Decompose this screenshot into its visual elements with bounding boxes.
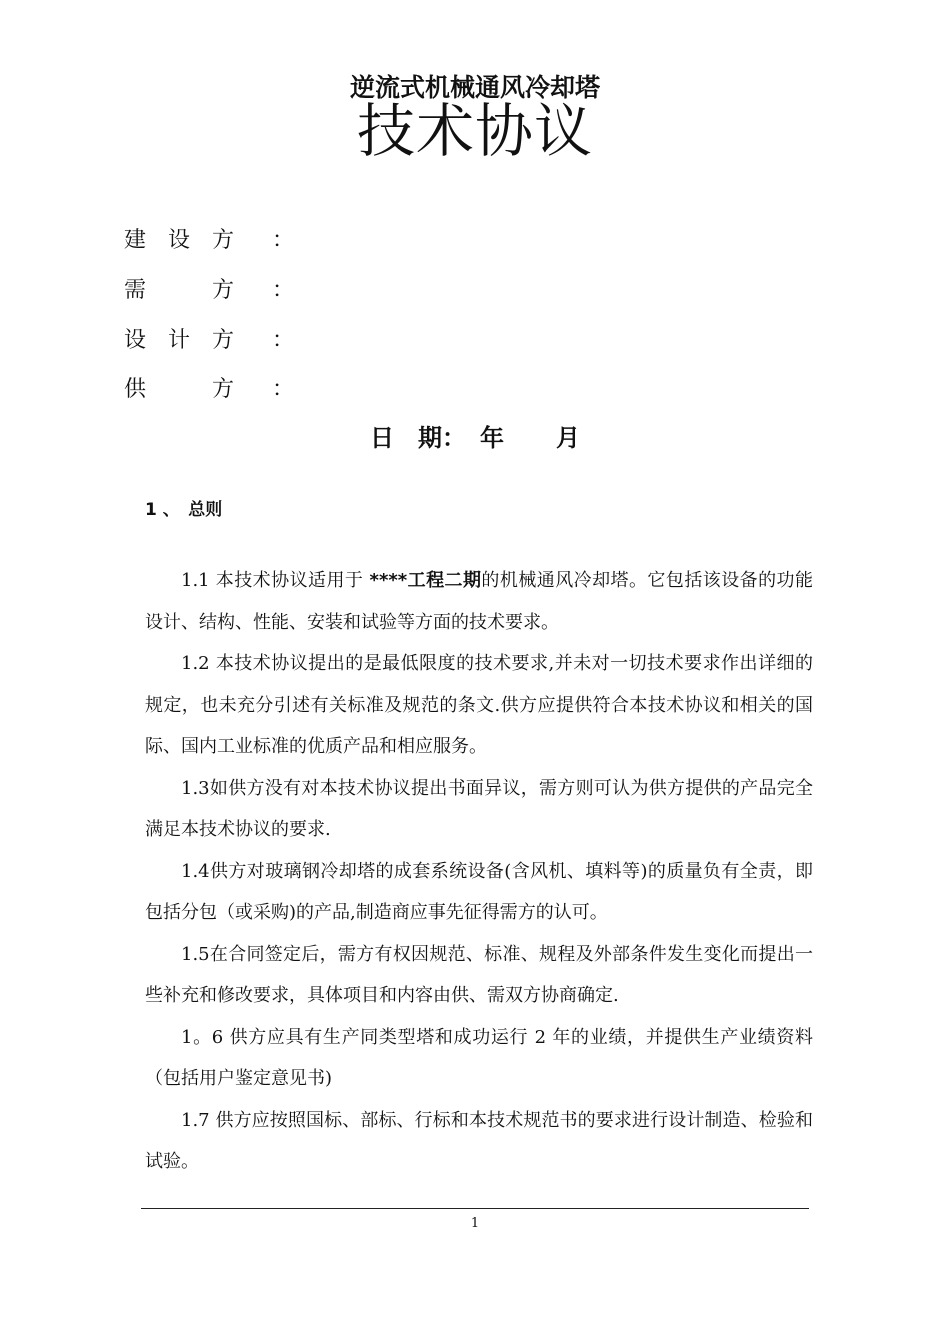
paragraph-1-2: 1.2 本技术协议提出的是最低限度的技术要求,并未对一切技术要求作出详细的规定，也未充分引述有关标准及规范的条文.供方应提供符合本技术协议和相关的国际、国内工业标准的优质产品和相应服务。 bbox=[145, 653, 813, 757]
page-number: 1 bbox=[470, 1216, 480, 1231]
section-heading: 1 、 总则 bbox=[145, 500, 223, 520]
party-colon: ： bbox=[272, 278, 295, 303]
paragraph-1-4: 1.4供方对玻璃钢冷却塔的成套系统设备(含风机、填料等)的质量负有全责，即包括分包（或采购)的产品,制造商应事先征得需方的认可。 bbox=[145, 860, 813, 923]
date-year: 年 bbox=[480, 424, 504, 452]
paragraph-text: 的机械通风冷却塔。它包括该设备的功能设计、结构、性能、安装和试验等方面的技术要求。 bbox=[145, 570, 813, 633]
document-title: 技术协议 bbox=[356, 97, 593, 165]
paragraph-1-3: 1.3如供方没有对本技术协议提出书面异议，需方则可认为供方提供的产品完全满足本技术协议的要求. bbox=[145, 777, 813, 840]
document-subtitle: 逆流式机械通风冷却塔 bbox=[349, 73, 600, 102]
party-label: 需 方 bbox=[124, 278, 235, 303]
party-label: 建 设 方 bbox=[124, 228, 235, 253]
party-colon: ： bbox=[272, 228, 295, 253]
paragraph-text: 1.1 本技术协议适用于 bbox=[181, 570, 370, 591]
paragraph-1-7: 1.7 供方应按照国标、部标、行标和本技术规范书的要求进行设计制造、检验和试验。 bbox=[145, 1109, 813, 1172]
date-label: 日 期： bbox=[370, 424, 466, 452]
date-month: 月 bbox=[556, 424, 580, 452]
party-colon: ： bbox=[272, 377, 295, 402]
party-colon: ： bbox=[272, 328, 295, 353]
party-label: 设 计 方 bbox=[124, 328, 235, 353]
project-name: ****工程二期 bbox=[369, 570, 482, 591]
section-body bbox=[145, 560, 813, 1183]
paragraph-1-5: 1.5在合同签定后，需方有权因规范、标准、规程及外部条件发生变化而提出一些补充和修改要求，具体项目和内容由供、需双方协商确定. bbox=[145, 943, 813, 1006]
paragraph-1-6: 1。6 供方应具有生产同类型塔和成功运行 2 年的业绩，并提供生产业绩资料（包括用户鉴定意见书) bbox=[145, 1026, 813, 1089]
footer-divider bbox=[141, 1208, 809, 1209]
party-label: 供 方 bbox=[124, 377, 235, 402]
paragraph-1-1 bbox=[145, 560, 813, 643]
